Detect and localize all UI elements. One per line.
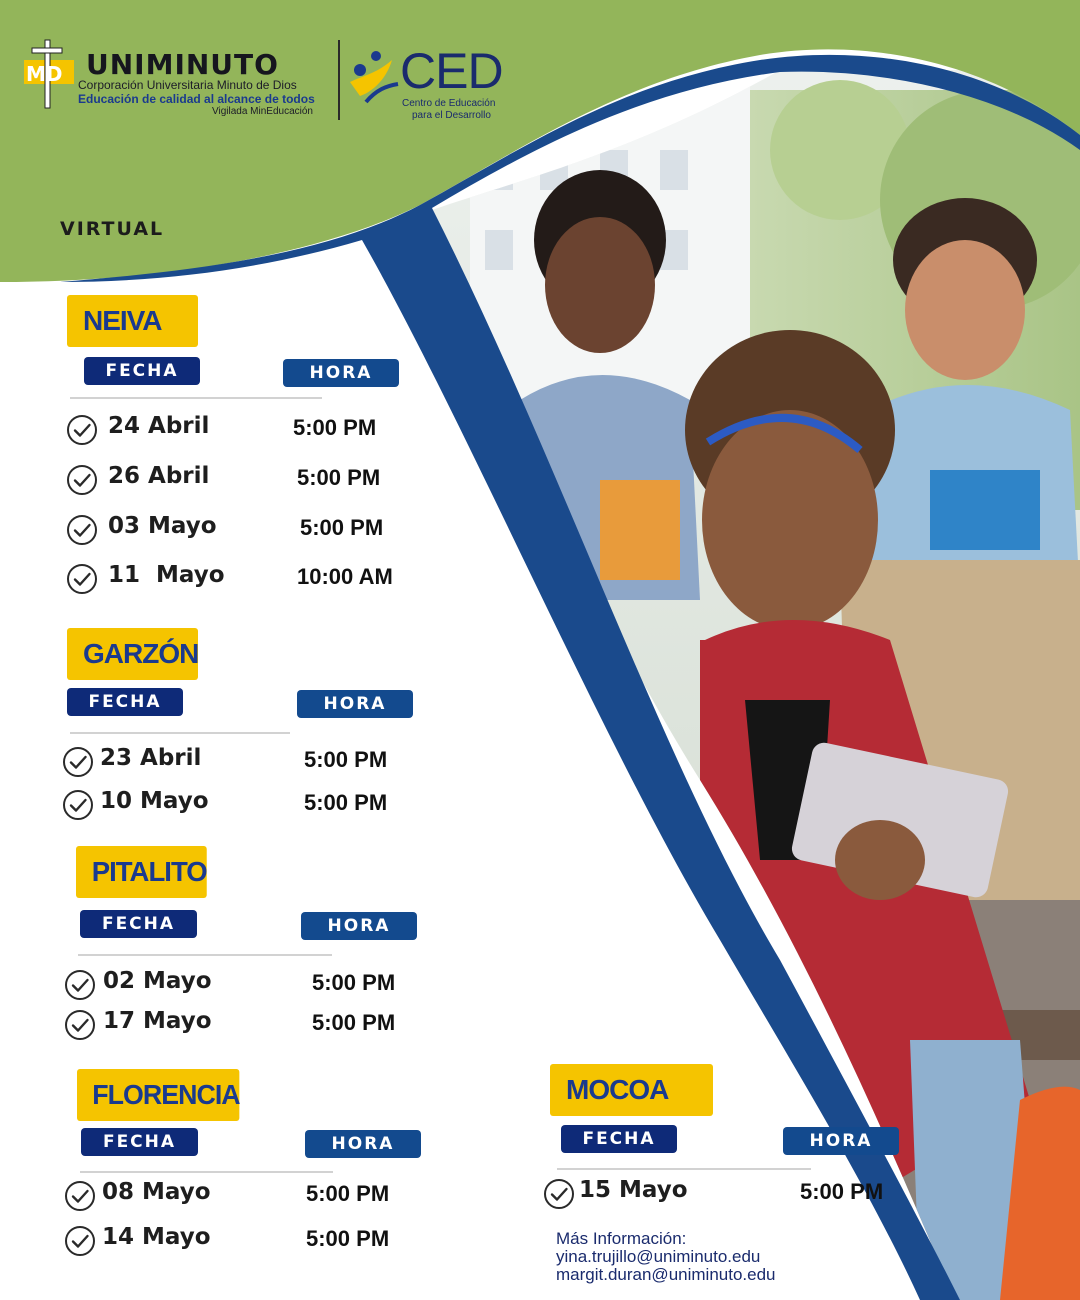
session-time: 5:00 PM — [297, 465, 381, 490]
hora-header: HORA — [305, 1130, 421, 1158]
check-circle-icon — [62, 789, 94, 821]
ced-swoosh-icon — [346, 46, 406, 116]
contact-title: Más Información: — [556, 1229, 687, 1248]
ced-subtitle-2: para el Desarrollo — [412, 110, 491, 121]
modality-label: VIRTUAL — [60, 218, 165, 240]
fecha-header: FECHA — [80, 910, 197, 938]
hora-header: HORA — [301, 912, 417, 940]
uniminuto-logo — [22, 38, 342, 122]
session-time: 5:00 PM — [800, 1179, 884, 1204]
session-date: 14 Mayo — [102, 1224, 211, 1250]
ced-name: CED — [400, 43, 503, 99]
hora-header: HORA — [297, 690, 413, 718]
divider — [78, 954, 332, 956]
session-date: 24 Abril — [108, 413, 210, 439]
city-label: FLORENCIA — [77, 1069, 239, 1121]
session-time: 5:00 PM — [300, 515, 384, 540]
session-date: 02 Mayo — [103, 968, 212, 994]
check-circle-icon — [543, 1178, 575, 1210]
contact-email-1[interactable]: yina.trujillo@uniminuto.edu — [556, 1247, 761, 1266]
session-time: 10:00 AM — [297, 564, 393, 589]
ced-subtitle-1: Centro de Educación — [402, 98, 496, 109]
city-label: GARZÓN — [67, 628, 198, 680]
check-circle-icon — [64, 1009, 96, 1041]
city-label: MOCOA — [550, 1064, 713, 1116]
check-circle-icon — [62, 746, 94, 778]
session-date: 17 Mayo — [103, 1008, 212, 1034]
check-circle-icon — [66, 464, 98, 496]
check-circle-icon — [66, 414, 98, 446]
session-date: 03 Mayo — [108, 513, 217, 539]
divider — [80, 1171, 333, 1173]
session-date: 10 Mayo — [100, 788, 209, 814]
uniminuto-tagline-3: Vigilada MinEducación — [212, 106, 313, 117]
hora-header: HORA — [783, 1127, 899, 1155]
uniminuto-tagline-1: Corporación Universitaria Minuto de Dios — [78, 78, 297, 92]
session-date: 08 Mayo — [102, 1179, 211, 1205]
divider — [70, 397, 322, 399]
check-circle-icon — [66, 563, 98, 595]
logo-divider — [338, 40, 340, 120]
check-circle-icon — [64, 1225, 96, 1257]
session-date: 11 Mayo — [108, 562, 225, 588]
divider — [70, 732, 290, 734]
fecha-header: FECHA — [561, 1125, 677, 1153]
uniminuto-tagline-2: Educación de calidad al alcance de todos — [78, 92, 315, 106]
session-date: 26 Abril — [108, 463, 210, 489]
fecha-header: FECHA — [84, 357, 200, 385]
session-time: 5:00 PM — [304, 747, 388, 772]
contact-info — [556, 1230, 776, 1284]
city-label: PITALITO — [76, 846, 207, 898]
check-circle-icon — [66, 514, 98, 546]
contact-email-2[interactable]: margit.duran@uniminuto.edu — [556, 1265, 776, 1284]
divider — [557, 1168, 811, 1170]
uniminuto-monogram-text: MD — [26, 62, 63, 86]
session-time: 5:00 PM — [306, 1181, 390, 1206]
session-date: 15 Mayo — [579, 1177, 688, 1203]
fecha-header: FECHA — [81, 1128, 198, 1156]
check-circle-icon — [64, 1180, 96, 1212]
session-time: 5:00 PM — [306, 1226, 390, 1251]
session-time: 5:00 PM — [312, 970, 396, 995]
city-label: NEIVA — [67, 295, 198, 347]
session-time: 5:00 PM — [293, 415, 377, 440]
session-time: 5:00 PM — [304, 790, 388, 815]
ced-logo — [346, 40, 516, 124]
uniminuto-name: UNIMINUTO — [86, 48, 279, 81]
session-date: 23 Abril — [100, 745, 202, 771]
fecha-header: FECHA — [67, 688, 183, 716]
session-time: 5:00 PM — [312, 1010, 396, 1035]
hora-header: HORA — [283, 359, 399, 387]
check-circle-icon — [64, 969, 96, 1001]
students-photo — [400, 0, 1080, 1300]
